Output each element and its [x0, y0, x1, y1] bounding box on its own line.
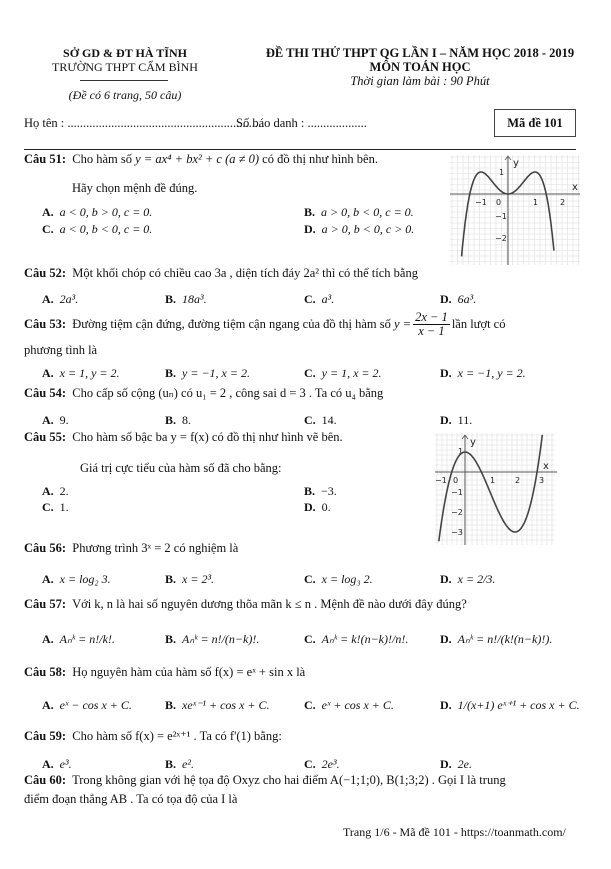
option-text: 9. — [59, 413, 69, 427]
q56-option-d[interactable] — [440, 572, 495, 587]
q59-option-c[interactable] — [304, 757, 340, 772]
department-name: SỞ GD & ĐT HÀ TĨNH — [63, 46, 187, 60]
question-55 — [24, 430, 343, 445]
question-text: Với k, n là hai số nguyên dương thõa mãn k ≤ n . Mệnh đề nào dưới đây đúng? — [72, 597, 467, 611]
option-label: A. — [42, 205, 54, 219]
question-55-sub: Giá trị cực tiểu của hàm số đã cho bằng: — [80, 461, 282, 475]
option-label: C. — [304, 413, 316, 427]
option-text: −3. — [321, 484, 337, 498]
q58-option-b[interactable] — [165, 698, 270, 713]
option-label: B. — [165, 632, 177, 646]
question-51-sub: Hãy chọn mệnh đề đúng. — [72, 181, 198, 195]
question-58 — [24, 665, 305, 680]
option-text: 2e. — [457, 757, 472, 771]
option-label: B. — [165, 366, 177, 380]
option-label: A. — [42, 292, 54, 306]
option-text: x = log₂ 3. — [59, 572, 111, 586]
graph-grid — [450, 155, 580, 265]
fraction-denominator: x − 1 — [418, 324, 445, 339]
q55-option-c[interactable] — [42, 500, 69, 515]
page-footer: Trang 1/6 - Mã đề 101 - https://toanmath.com/ — [343, 825, 566, 839]
fraction-numerator: 2x − 1 — [415, 310, 448, 324]
option-label: A. — [42, 366, 54, 380]
question-59 — [24, 728, 282, 744]
option-text: 18a³. — [182, 292, 207, 306]
y-tick-label: −2 — [451, 508, 463, 517]
option-label: D. — [440, 292, 452, 306]
q57-option-a[interactable] — [42, 632, 115, 647]
option-text: x = 2/3. — [457, 572, 496, 586]
question-text: Một khối chóp có chiều cao 3a , diện tích đáy 2a² thì có thể tích bằng — [72, 266, 418, 280]
option-label: D. — [304, 222, 316, 236]
x-tick-label: −1 — [475, 198, 487, 207]
option-label: B. — [165, 757, 177, 771]
option-label: D. — [440, 632, 452, 646]
option-label: D. — [440, 572, 452, 586]
question-57 — [24, 597, 467, 612]
option-label: D. — [304, 500, 316, 514]
option-text: 2e³. — [321, 757, 340, 771]
option-label: C. — [304, 757, 316, 771]
option-text: 8. — [182, 413, 192, 427]
quartic-function-graph — [450, 155, 582, 265]
option-label: D. — [440, 413, 452, 427]
option-label: C. — [304, 292, 316, 306]
option-label: C. — [304, 632, 316, 646]
question-text: Cho hàm số f(x) = e²ˣ⁺¹ . Ta có f'(1) bằng: — [72, 729, 282, 743]
option-text: a > 0, b < 0, c > 0. — [321, 222, 415, 236]
option-text: Aₙᵏ = n!/(n−k)!. — [182, 632, 260, 646]
question-53-line2: phương tình là — [24, 343, 98, 357]
option-label: B. — [304, 484, 316, 498]
option-label: D. — [440, 366, 452, 380]
question-54 — [24, 385, 383, 401]
option-text: xeˣ⁻¹ + cos x + C. — [182, 698, 270, 712]
option-label: A. — [42, 413, 54, 427]
option-label: B. — [165, 698, 177, 712]
option-label: A. — [42, 484, 54, 498]
question-text: Trong không gian với hệ tọa độ Oxyz cho hai điểm A(−1;1;0), B(1;3;2) . Gọi I là trung — [72, 773, 506, 787]
exam-code-box — [494, 109, 576, 137]
exam-duration: Thời gian làm bài : 90 Phút — [350, 74, 490, 88]
option-text: Aₙᵏ = n!/(k!(n−k)!). — [457, 632, 553, 646]
question-number: Câu 57: — [24, 597, 67, 611]
q52-option-c[interactable] — [304, 292, 334, 307]
option-label: D. — [440, 757, 452, 771]
option-text: 11. — [457, 413, 473, 427]
question-text: Họ nguyên hàm của hàm số f(x) = eˣ + sin x là — [72, 665, 306, 679]
question-formula: y = ax⁴ + bx² + c (a ≠ 0) — [135, 152, 260, 166]
x-axis-label: x — [543, 461, 549, 472]
question-number: Câu 59: — [24, 729, 67, 743]
q51-option-c[interactable] — [42, 222, 152, 237]
student-id-field[interactable]: Số báo danh : ................... — [236, 116, 367, 130]
option-text: x = 2³. — [182, 572, 215, 586]
q59-option-b[interactable] — [165, 757, 194, 772]
option-label: A. — [42, 698, 54, 712]
q54-option-b[interactable] — [165, 413, 191, 428]
fraction — [413, 311, 450, 338]
q53-option-c[interactable] — [304, 366, 382, 381]
option-text: 1. — [59, 500, 69, 514]
question-56 — [24, 541, 238, 556]
option-label: C. — [304, 698, 316, 712]
question-number: Câu 52: — [24, 266, 67, 280]
student-name-field[interactable]: Họ tên : ............................................................... — [24, 116, 265, 130]
question-number: Câu 53: — [24, 317, 67, 332]
q52-option-d[interactable] — [440, 292, 476, 307]
x-tick-label: 0 — [496, 198, 502, 207]
x-tick-label: 0 — [453, 476, 459, 485]
q55-option-a[interactable] — [42, 484, 69, 499]
q54-option-c[interactable] — [304, 413, 337, 428]
question-text: Đường tiệm cận đứng, đường tiệm cận ngang của đồ thị hàm số — [72, 317, 391, 332]
question-60-line2: điểm đoạn thẳng AB . Ta có tọa độ của I là — [24, 792, 238, 806]
option-text: 1/(x+1) eˣ⁺¹ + cos x + C. — [457, 698, 580, 712]
question-text-end: có đồ thị như hình bên. — [262, 152, 378, 166]
q59-option-a[interactable] — [42, 757, 72, 772]
header-rule — [24, 149, 576, 150]
q51-option-b[interactable] — [304, 205, 414, 220]
x-tick-label: 2 — [560, 198, 566, 207]
question-52 — [24, 266, 418, 281]
exam-title: ĐỀ THI THỬ THPT QG LẦN I – NĂM HỌC 2018 - 2019 — [265, 46, 575, 60]
question-text: Phương trình 3ˣ = 2 có nghiệm là — [72, 541, 239, 555]
option-text: x = 1, y = 2. — [59, 366, 120, 380]
option-text: Aₙᵏ = k!(n−k)!/n!. — [321, 632, 409, 646]
option-text: 6a³. — [457, 292, 477, 306]
option-text: Aₙᵏ = n!/k!. — [59, 632, 115, 646]
option-label: A. — [42, 757, 54, 771]
q56-option-c[interactable] — [304, 572, 373, 587]
option-label: C. — [304, 366, 316, 380]
question-number: Câu 51: — [24, 152, 67, 166]
header-divider — [80, 80, 168, 81]
option-text: y = 1, x = 2. — [321, 366, 382, 380]
x-tick-label: 3 — [539, 476, 545, 485]
y-tick-label: −2 — [495, 234, 507, 243]
y-axis-label: y — [513, 158, 519, 169]
x-tick-label: 1 — [533, 198, 539, 207]
q57-option-b[interactable] — [165, 632, 259, 647]
q59-option-d[interactable] — [440, 757, 472, 772]
x-tick-label: 2 — [515, 476, 521, 485]
option-text: 14. — [321, 413, 337, 427]
question-number: Câu 55: — [24, 430, 67, 444]
option-text: 2. — [59, 484, 69, 498]
q52-option-a[interactable] — [42, 292, 78, 307]
y-tick-label: 1 — [458, 447, 464, 456]
option-label: D. — [440, 698, 452, 712]
q56-option-b[interactable] — [165, 572, 214, 587]
q56-option-a[interactable] — [42, 572, 111, 587]
cubic-function-graph — [435, 433, 557, 545]
option-text: eˣ + cos x + C. — [321, 698, 394, 712]
q52-option-b[interactable] — [165, 292, 207, 307]
question-number: Câu 54: — [24, 386, 67, 400]
subject-title: MÔN TOÁN HỌC — [369, 60, 471, 74]
q53-option-d[interactable] — [440, 366, 526, 381]
q51-option-a[interactable] — [42, 205, 152, 220]
option-label: C. — [42, 500, 54, 514]
option-text: a < 0, b < 0, c = 0. — [59, 222, 153, 236]
question-51 — [24, 152, 378, 167]
y-tick-label: 1 — [499, 168, 505, 177]
q57-option-c[interactable] — [304, 632, 408, 647]
q53-option-b[interactable] — [165, 366, 250, 381]
option-text: a³. — [321, 292, 335, 306]
q58-option-a[interactable] — [42, 698, 132, 713]
exam-code: Mã đề 101 — [507, 115, 563, 130]
question-number: Câu 60: — [24, 773, 67, 787]
question-text: Cho hàm số bậc ba y = f(x) có đồ thị như hình vẽ bên. — [72, 430, 343, 444]
question-text-end: lần lượt có — [451, 317, 506, 332]
option-label: C. — [42, 222, 54, 236]
question-60 — [24, 773, 506, 788]
y-tick-label: −3 — [451, 528, 463, 537]
option-label: B. — [165, 292, 177, 306]
option-text: 0. — [321, 500, 331, 514]
x-tick-label: 1 — [490, 476, 496, 485]
question-text: Cho hàm số — [72, 152, 133, 166]
q55-option-d[interactable] — [304, 500, 331, 515]
option-text: eˣ − cos x + C. — [59, 698, 132, 712]
option-text: a < 0, b > 0, c = 0. — [59, 205, 153, 219]
y-tick-label: −1 — [451, 488, 463, 497]
q54-option-d[interactable] — [440, 413, 472, 428]
x-axis-label: x — [572, 182, 578, 193]
q53-option-a[interactable] — [42, 366, 120, 381]
option-text: e³. — [59, 757, 72, 771]
pages-note: (Đề có 6 trang, 50 câu) — [68, 88, 182, 102]
option-label: A. — [42, 632, 54, 646]
option-label: B. — [304, 205, 316, 219]
option-label: B. — [165, 572, 177, 586]
option-label: C. — [304, 572, 316, 586]
question-53: Câu 53: Đường tiệm cận đứng, đường tiệm cận ngang của đồ thị hàm số y = $\frac{2x - 1}{x - 1}$ lần lượt có — [24, 310, 506, 339]
y-tick-label: −1 — [495, 212, 507, 221]
q55-option-b[interactable] — [304, 484, 337, 499]
question-number: Câu 58: — [24, 665, 67, 679]
q54-option-a[interactable] — [42, 413, 69, 428]
option-text: a > 0, b < 0, c = 0. — [321, 205, 414, 219]
q58-option-c[interactable] — [304, 698, 394, 713]
q51-option-d[interactable] — [304, 222, 414, 237]
option-text: e². — [182, 757, 194, 771]
school-name: TRƯỜNG THPT CẨM BÌNH — [52, 60, 198, 74]
option-text: x = −1, y = 2. — [457, 366, 526, 380]
question-number: Câu 56: — [24, 541, 67, 555]
option-text: y = −1, x = 2. — [182, 366, 250, 380]
option-text: 2a³. — [59, 292, 79, 306]
option-label: B. — [165, 413, 177, 427]
option-label: A. — [42, 572, 54, 586]
y-axis-label: y — [470, 437, 476, 448]
option-text: x = log₃ 2. — [321, 572, 373, 586]
question-text: Cho cấp số cộng (uₙ) có u₁ = 2 , công sai d = 3 . Ta có u₄ bằng — [72, 386, 384, 400]
q58-option-d[interactable] — [440, 698, 580, 713]
q57-option-d[interactable] — [440, 632, 552, 647]
x-tick-label: −1 — [435, 476, 447, 485]
